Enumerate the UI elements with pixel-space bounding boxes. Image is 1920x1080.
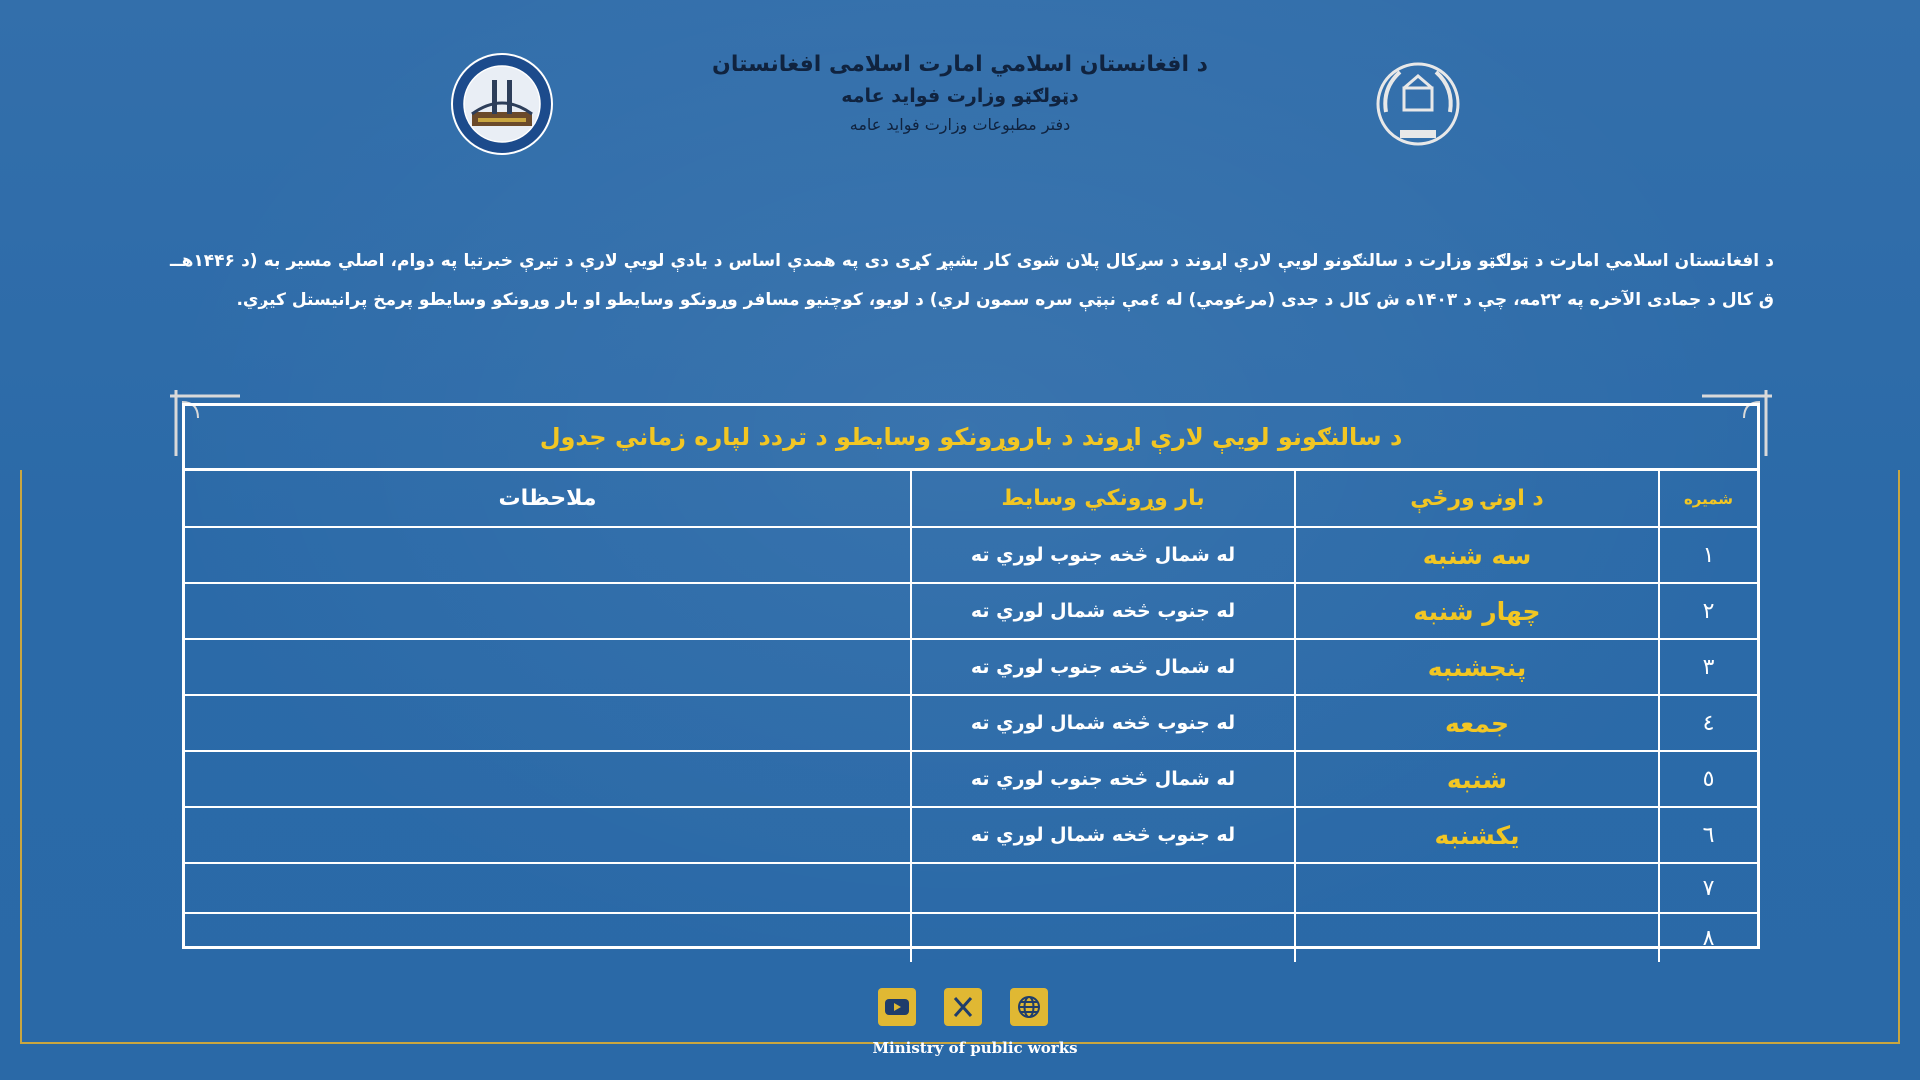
header-number: شمیره [1659,471,1757,527]
row-number: ٨ [1659,913,1757,962]
table-row [185,583,1757,639]
frame-left [20,470,22,1044]
footer-ministry-name: Ministry of public works [872,1039,1078,1057]
row-direction: له جنوب څخه شمال لوري ته [911,583,1295,639]
row-number: ٥ [1659,751,1757,807]
row-notes [185,639,911,695]
row-number: ٣ [1659,639,1757,695]
row-day: یکشنبه [1295,807,1659,863]
schedule-grid [185,471,1757,962]
table-row [185,695,1757,751]
youtube-icon[interactable] [878,988,916,1026]
header-line-1: د افغانستان اسلامي امارت اسلامی افغانستان [712,52,1208,77]
table-header-row [185,471,1757,527]
row-notes [185,527,911,583]
x-icon[interactable] [944,988,982,1026]
row-day: چهار شنبه [1295,583,1659,639]
row-day [1295,913,1659,962]
row-notes [185,807,911,863]
row-number: ٦ [1659,807,1757,863]
row-direction: له جنوب څخه شمال لوري ته [911,807,1295,863]
row-day: شنبه [1295,751,1659,807]
page-header [660,52,1260,134]
row-direction: له شمال څخه جنوب لوري ته [911,751,1295,807]
row-day: سه شنبه [1295,527,1659,583]
social-icons [878,988,1048,1030]
header-line-3: دفتر مطبوعات وزارت فواید عامه [849,115,1071,134]
row-day: جمعه [1295,695,1659,751]
table-title: د سالنګونو لویې لارې اړوند د باروړونکو وسایطو د تردد لپاره زماني جدول [185,406,1757,471]
ministry-seal-logo [450,52,554,156]
row-notes [185,863,911,913]
row-direction: له شمال څخه جنوب لوري ته [911,639,1295,695]
schedule-table [182,403,1760,949]
row-notes [185,751,911,807]
row-notes [185,913,911,962]
header-vehicles: بار وړونکي وسایط [911,471,1295,527]
row-direction [911,863,1295,913]
table-row [185,913,1757,962]
row-notes [185,583,911,639]
row-direction [911,913,1295,962]
frame-right [1898,470,1900,1044]
table-row [185,863,1757,913]
header-notes: ملاحظات [185,471,911,527]
row-day: پنجشنبه [1295,639,1659,695]
table-row [185,527,1757,583]
row-number: ٢ [1659,583,1757,639]
row-number: ٧ [1659,863,1757,913]
table-row [185,751,1757,807]
announcement-text: د افغانستان اسلامي امارت د ټولګټو وزارت د سالنګونو لویې لارې اړوند د سږکال پلان شوی کار بشپړ کړی دی په همدې اساس د یادې لویې لارې د تیرې خبرتیا په دوام، اصلي مسیر به (د ۱۴۴۶هــ ق کال د جمادی الآخره په ۲۲مه، چې د ۱۴۰۳ه ش کال د جدی (مرغومي) له ٤مې نېټې سره سمون لري) د لویو، کوچنیو مسافر وړونکو وسایطو او بار وړونکو وسایطو پرمخ پرانیستل کیږي. [170,251,1774,310]
globe-icon[interactable] [1010,988,1048,1026]
emirate-emblem-logo [1366,52,1470,156]
header-day: د اونۍ ورځې [1295,471,1659,527]
row-number: ٤ [1659,695,1757,751]
row-direction: له شمال څخه جنوب لوري ته [911,527,1295,583]
row-number: ١ [1659,527,1757,583]
row-day [1295,863,1659,913]
row-direction: له جنوب څخه شمال لوري ته [911,695,1295,751]
row-notes [185,695,911,751]
header-line-2: دټولګټو وزارت فواید عامه [841,85,1079,107]
table-row [185,639,1757,695]
table-row [185,807,1757,863]
